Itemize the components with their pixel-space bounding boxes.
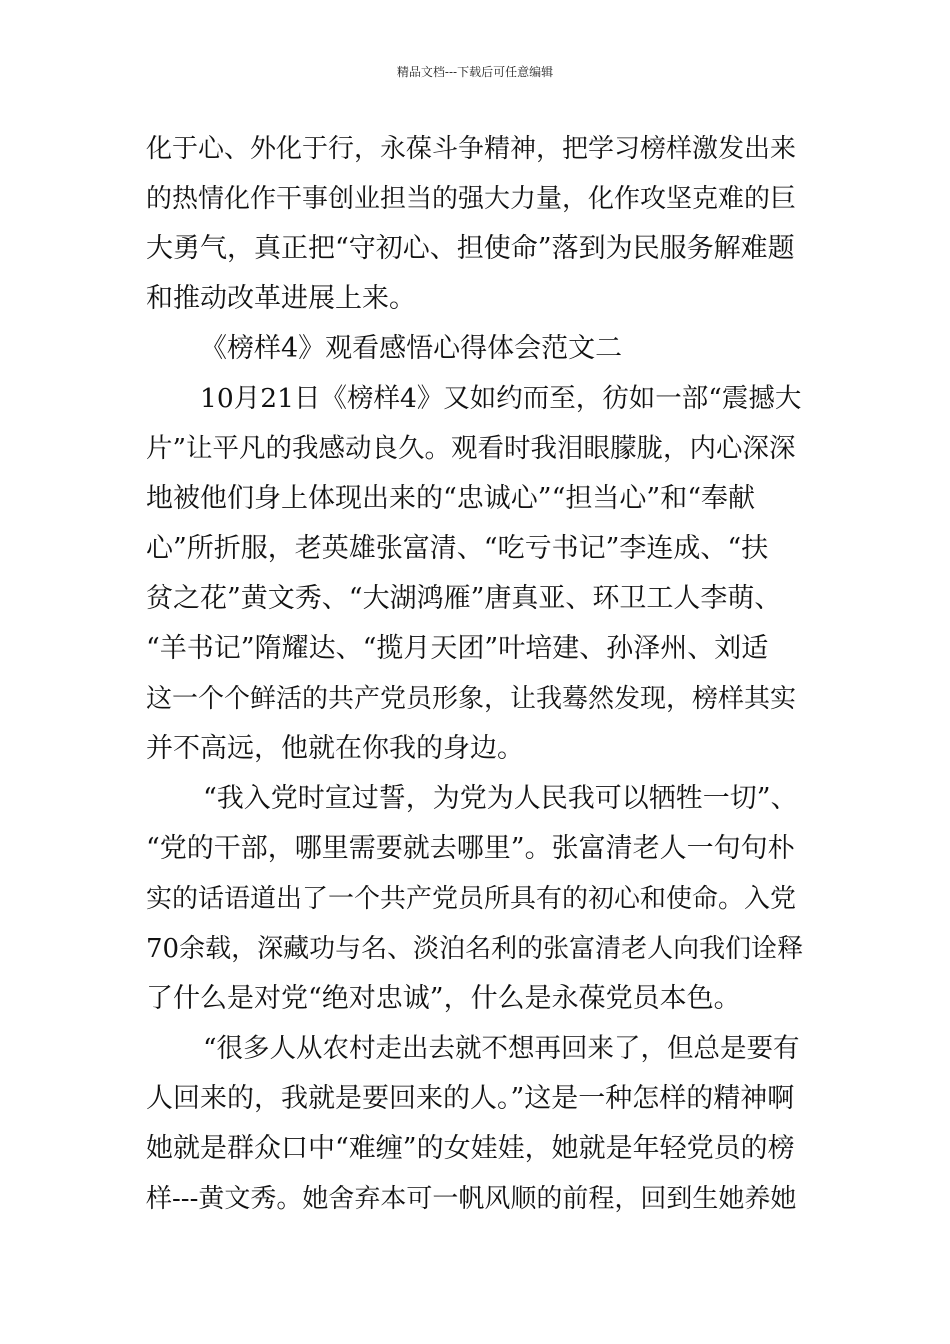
text-line: 了什么是对党“绝对忠诚”，什么是永葆党员本色。 (146, 983, 741, 1014)
text-line: 化于心、外化于行，永葆斗争精神，把学习榜样激发出来 (146, 134, 797, 164)
text-line: 10月21日《榜样4》又如约而至，彷如一部“震撼大 (200, 383, 802, 414)
text-line: 心”所折服，老英雄张富清、“吃亏书记”李连成、“扶 (146, 533, 769, 564)
section-heading: 《榜样4》观看感悟心得体会范文二 (200, 333, 623, 364)
text-line: 实的话语道出了一个共产党员所具有的初心和使命。入党 (146, 884, 797, 914)
text-line: “党的干部，哪里需要就去哪里”。张富清老人一句句朴 (146, 833, 795, 864)
text-line: 地被他们身上体现出来的“忠诚心”“担当心”和“奉献 (146, 483, 756, 514)
text-line: 70余载，深藏功与名、淡泊名利的张富清老人向我们诠释 (146, 934, 804, 964)
page-header: 精品文档---下载后可任意编辑 (396, 65, 554, 79)
text-line: 贫之花”黄文秀、“大湖鸿雁”唐真亚、环卫工人李萌、 (146, 583, 782, 614)
text-line: 片”让平凡的我感动良久。观看时我泪眼朦胧，内心深深 (146, 433, 796, 464)
text-line: 和推动改革进展上来。 (146, 283, 416, 314)
text-line: 的热情化作干事创业担当的强大力量，化作攻坚克难的巨 (146, 184, 797, 214)
text-line: 她就是群众口中“难缠”的女娃娃，她就是年轻党员的榜 (146, 1133, 795, 1164)
document-body (146, 124, 806, 1224)
text-line: 大勇气，真正把“守初心、担使命”落到为民服务解难题 (146, 233, 795, 264)
text-line: 人回来的，我就是要回来的人。”这是一种怎样的精神啊 (146, 1083, 795, 1114)
text-line: “我入党时宣过誓，为党为人民我可以牺牲一切”、 (203, 783, 798, 814)
text-line: “很多人从农村走出去就不想再回来了，但总是要有 (203, 1033, 800, 1064)
text-line: 并不高远，他就在你我的身边。 (146, 733, 524, 764)
text-line: 这一个个鲜活的共产党员形象，让我蓦然发现，榜样其实 (146, 684, 797, 714)
text-line: “羊书记”隋耀达、“揽月天团”叶培建、孙泽州、刘适 (146, 633, 769, 664)
text-line: 样---黄文秀。她舍弃本可一帆风顺的前程，回到生她养她 (146, 1184, 797, 1214)
